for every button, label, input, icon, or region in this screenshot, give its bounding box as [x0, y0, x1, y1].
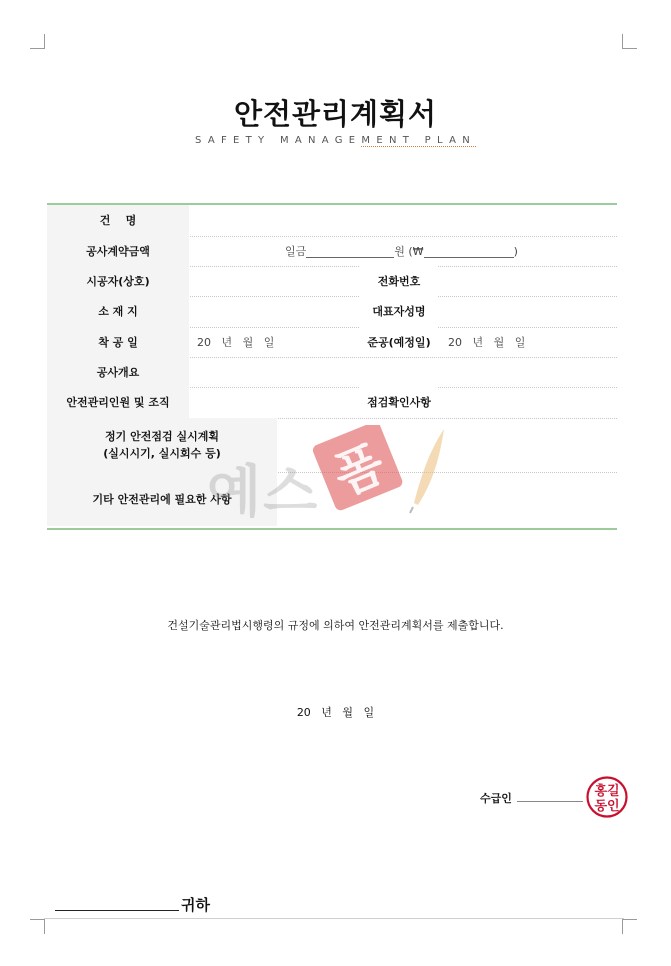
- seal-text-top: 홍길: [594, 784, 620, 799]
- representative-label: 대표자성명: [360, 296, 438, 327]
- contract-amount-label: 공사계약금액: [47, 236, 189, 266]
- address-label: 소 재 지: [47, 296, 189, 327]
- addressee-suffix: 귀하: [181, 896, 210, 914]
- row-project-name: [47, 205, 617, 237]
- crop-mark-top-right: [622, 34, 637, 49]
- crop-mark-bottom-left: [30, 919, 45, 934]
- row-contract-amount: [47, 236, 617, 267]
- project-name-field[interactable]: [189, 205, 617, 236]
- start-date-field[interactable]: 20 년 월 일: [197, 336, 275, 349]
- subtitle-rest: MENT PLAN: [361, 135, 476, 146]
- phone-label: 전화번호: [360, 266, 438, 296]
- watermark-logo-icon: [310, 425, 450, 515]
- inspection-label-line1: 정기 안전점검 실시계획: [105, 430, 219, 443]
- representative-field[interactable]: [438, 296, 617, 327]
- amount-close: ): [513, 244, 518, 258]
- amount-won: 원 (₩: [394, 245, 424, 258]
- inspection-label-line2: (실시시기, 실시회수 등): [103, 447, 221, 460]
- check-items-label: 점검확인사항: [360, 387, 438, 418]
- row-overview: [47, 357, 617, 388]
- recipient-signature-field[interactable]: [517, 790, 583, 802]
- row-address: [47, 296, 617, 328]
- crop-mark-bottom-right: [622, 919, 637, 934]
- completion-date-field[interactable]: 20 년 월 일: [448, 336, 526, 349]
- submission-statement: 건설기술관리법시행령의 규정에 의하여 안전관리계획서를 제출합니다.: [167, 619, 504, 632]
- row-contractor: [47, 266, 617, 297]
- amount-korean-blank[interactable]: [306, 245, 394, 258]
- check-items-field[interactable]: [438, 387, 617, 418]
- watermark-text: 예스: [207, 460, 320, 525]
- addressee-field[interactable]: [55, 896, 179, 911]
- contractor-field[interactable]: [189, 266, 360, 296]
- bottom-rule: [44, 918, 624, 919]
- red-seal-stamp: [585, 775, 629, 819]
- recipient-label: 수급인: [480, 792, 512, 805]
- phone-field[interactable]: [438, 266, 617, 296]
- contractor-label: 시공자(상호): [47, 266, 189, 296]
- row-dates: [47, 327, 617, 358]
- amount-number-blank[interactable]: [424, 245, 514, 258]
- other-items-label: 기타 안전관리에 필요한 사항: [47, 472, 277, 526]
- document-title: 안전관리계획서: [233, 97, 438, 131]
- contract-amount-field[interactable]: [285, 236, 615, 266]
- overview-label: 공사개요: [47, 357, 189, 387]
- start-date-label: 착 공 일: [47, 327, 189, 357]
- watermark-logo-glyph: 폼: [325, 433, 393, 506]
- address-field[interactable]: [189, 296, 360, 327]
- seal-text-bottom: 동인: [594, 799, 620, 814]
- completion-date-label: 준공(예정일): [360, 327, 438, 357]
- row-personnel: [47, 387, 617, 419]
- crop-mark-top-left: [30, 34, 45, 49]
- overview-field[interactable]: [189, 357, 617, 387]
- submission-date: 20 년 월 일: [296, 706, 375, 719]
- document-subtitle: [0, 135, 671, 146]
- amount-prefix: 일금: [285, 245, 307, 258]
- personnel-label: 안전관리인원 및 조직: [47, 387, 189, 418]
- project-name-label: 건 명: [47, 205, 189, 236]
- personnel-field[interactable]: [189, 387, 360, 418]
- subtitle-prefix: SAFETY MANAGE: [195, 135, 362, 146]
